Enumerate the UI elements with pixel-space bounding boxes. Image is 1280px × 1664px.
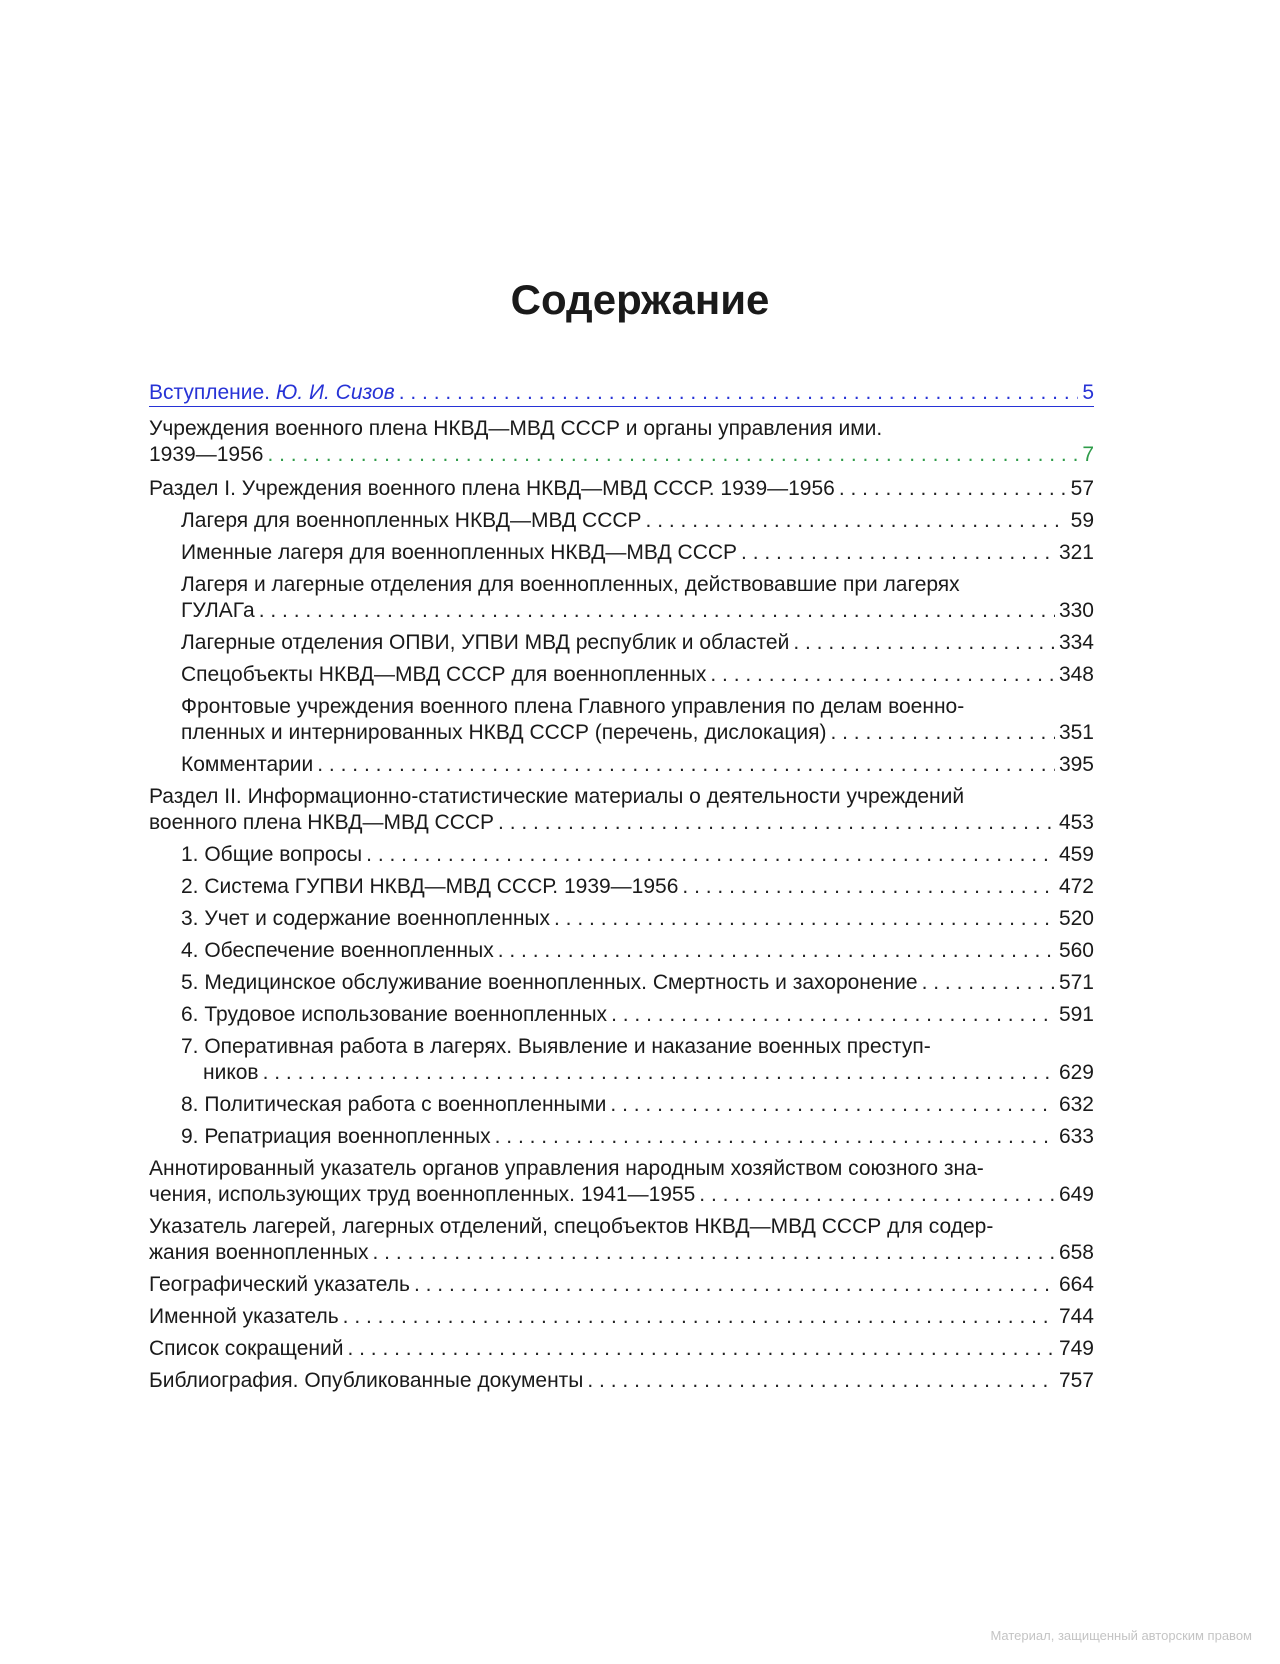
toc-entry[interactable] — [181, 842, 1094, 868]
toc-entry[interactable] — [149, 1214, 1094, 1266]
dot-leader — [646, 508, 1067, 534]
dot-leader — [347, 1336, 1055, 1362]
toc-page-number: 348 — [1058, 663, 1094, 686]
toc-entry-section-1[interactable] — [149, 476, 1094, 502]
toc-entry-text: пленных и интернированных НКВД СССР (перечень, дислокация) — [181, 721, 827, 744]
toc-entry[interactable] — [181, 662, 1094, 688]
toc-page-number: 472 — [1058, 875, 1094, 898]
dot-leader — [343, 1304, 1055, 1330]
toc-entry-text: 6. Трудовое использование военнопленных — [181, 1003, 608, 1026]
toc-page-number: 321 — [1058, 541, 1094, 564]
toc-page-number: 59 — [1070, 509, 1094, 532]
toc-entry[interactable] — [181, 1124, 1094, 1150]
dot-leader — [498, 810, 1055, 836]
toc-entry[interactable] — [149, 1336, 1094, 1362]
toc-entry-text-line1: Аннотированный указатель органов управления народным хозяйством союзного зна- — [149, 1157, 984, 1180]
toc-entry-text: Вступление. — [149, 381, 276, 404]
toc-entry-text: Раздел I. Учреждения военного плена НКВД—МВД СССР. 1939—1956 — [149, 477, 835, 500]
toc-entry-text: 4. Обеспечение военнопленных — [181, 939, 494, 962]
toc-entry-introduction[interactable] — [149, 380, 1094, 407]
dot-leader — [587, 1368, 1055, 1394]
dot-leader — [495, 1124, 1055, 1150]
dot-leader — [793, 630, 1055, 656]
toc-entry[interactable] — [149, 1304, 1094, 1330]
dot-leader — [682, 874, 1055, 900]
toc-entry-text: 1. Общие вопросы — [181, 843, 363, 866]
toc-page-number: 453 — [1058, 811, 1094, 834]
dot-leader — [267, 442, 1078, 468]
toc-entry-text-line1: Учреждения военного плена НКВД—МВД СССР и органы управления ими. — [149, 417, 883, 440]
dot-leader — [710, 662, 1055, 688]
toc-entry-author: Ю. И. Сизов — [275, 381, 395, 404]
toc-page-number: 459 — [1058, 843, 1094, 866]
dot-leader — [259, 598, 1055, 624]
toc-entry[interactable] — [181, 630, 1094, 656]
toc-entry[interactable] — [149, 1156, 1094, 1208]
dot-leader — [373, 1240, 1055, 1266]
toc-page-number: 633 — [1058, 1125, 1094, 1148]
toc-entry[interactable] — [181, 508, 1094, 534]
toc-entry-text: чения, использующих труд военнопленных. 1941—1955 — [149, 1183, 696, 1206]
toc-entry-text: Комментарии — [181, 753, 314, 776]
toc-page-number: 664 — [1058, 1273, 1094, 1296]
toc-entry[interactable] — [181, 1092, 1094, 1118]
toc-entry[interactable] — [181, 1002, 1094, 1028]
toc-entry-text: 2. Система ГУПВИ НКВД—МВД СССР. 1939—1956 — [181, 875, 679, 898]
toc-entry[interactable] — [181, 752, 1094, 778]
toc-page-number: 629 — [1058, 1061, 1094, 1084]
toc-entry-text-line1: Раздел II. Информационно-статистические материалы о деятельности учреждений — [149, 785, 965, 808]
toc-entry-text-line1: Лагеря и лагерные отделения для военнопленных, действовавшие при лагерях — [181, 573, 960, 596]
toc-entry-text-line1: Фронтовые учреждения военного плена Главного управления по делам военно- — [181, 695, 965, 718]
toc-page-number: 632 — [1058, 1093, 1094, 1116]
toc-entry-text: ников — [203, 1061, 259, 1084]
toc-page-number: 571 — [1058, 971, 1094, 994]
toc-entry[interactable] — [181, 694, 1094, 746]
dot-leader — [414, 1272, 1055, 1298]
toc-entry-text: жания военнопленных — [149, 1241, 369, 1264]
toc-page-number: 591 — [1058, 1003, 1094, 1026]
toc-entry[interactable] — [149, 1368, 1094, 1394]
toc-page-number: 7 — [1082, 443, 1094, 466]
toc-entry-text: Список сокращений — [149, 1337, 344, 1360]
toc-entry[interactable] — [149, 416, 1094, 468]
toc-entry-text: военного плена НКВД—МВД СССР — [149, 811, 495, 834]
toc-entry-text: Спецобъекты НКВД—МВД СССР для военнопленных — [181, 663, 707, 686]
toc-entry-text: Именной указатель — [149, 1305, 339, 1328]
toc-entry[interactable] — [181, 572, 1094, 624]
dot-leader — [263, 1060, 1055, 1086]
toc-entry-text: Географический указатель — [149, 1273, 410, 1296]
dot-leader — [554, 906, 1055, 932]
toc-entry-text: Именные лагеря для военнопленных НКВД—МВД СССР — [181, 541, 738, 564]
page-title: Содержание — [510, 276, 770, 323]
toc-entry[interactable] — [181, 906, 1094, 932]
toc-entry-text: 5. Медицинское обслуживание военнопленных. Смертность и захоронение — [181, 971, 918, 994]
toc-entry-text: 8. Политическая работа с военнопленными — [181, 1093, 607, 1116]
dot-leader — [611, 1002, 1055, 1028]
toc-entry-text: 3. Учет и содержание военнопленных — [181, 907, 551, 930]
toc-entry[interactable] — [149, 1272, 1094, 1298]
dot-leader — [610, 1092, 1055, 1118]
dot-leader — [399, 380, 1079, 406]
toc-page-number: 560 — [1058, 939, 1094, 962]
copyright-watermark: Материал, защищенный авторским правом — [990, 1628, 1252, 1643]
toc-page-number: 330 — [1058, 599, 1094, 622]
toc-page-number: 57 — [1070, 477, 1094, 500]
toc-entry[interactable] — [181, 874, 1094, 900]
toc-entry-text: Лагеря для военнопленных НКВД—МВД СССР — [181, 509, 642, 532]
dot-leader — [741, 540, 1055, 566]
toc-entry[interactable] — [181, 1034, 1094, 1086]
toc-page-number: 744 — [1058, 1305, 1094, 1328]
toc-entry[interactable] — [181, 970, 1094, 996]
toc-page-number: 520 — [1058, 907, 1094, 930]
toc-entry-text: Лагерные отделения ОПВИ, УПВИ МВД республик и областей — [181, 631, 790, 654]
toc-page-number: 658 — [1058, 1241, 1094, 1264]
toc-page-number: 5 — [1082, 381, 1094, 404]
toc-entry-section-2[interactable] — [149, 784, 1094, 836]
toc-page-number: 649 — [1058, 1183, 1094, 1206]
dot-leader — [699, 1182, 1055, 1208]
toc-page-number: 334 — [1058, 631, 1094, 654]
toc-page-number: 757 — [1058, 1369, 1094, 1392]
dot-leader — [830, 720, 1055, 746]
toc-entry-text: 9. Репатриация военнопленных — [181, 1125, 491, 1148]
dot-leader — [922, 970, 1055, 996]
toc-entry-text-line1: Указатель лагерей, лагерных отделений, спецобъектов НКВД—МВД СССР для содер- — [149, 1215, 994, 1238]
dot-leader — [498, 938, 1055, 964]
toc-entry[interactable] — [181, 540, 1094, 566]
toc-page-number: 749 — [1058, 1337, 1094, 1360]
toc-entry-text: ГУЛАГа — [181, 599, 255, 622]
dot-leader — [839, 476, 1067, 502]
toc-entry[interactable] — [181, 938, 1094, 964]
toc-page-number: 395 — [1058, 753, 1094, 776]
toc-entry-text: Библиография. Опубликованные документы — [149, 1369, 584, 1392]
toc-entry-text: 1939—1956 — [149, 443, 264, 466]
toc-page-number: 351 — [1058, 721, 1094, 744]
toc-entry-text-line1: 7. Оперативная работа в лагерях. Выявление и наказание военных преступ- — [181, 1035, 931, 1058]
dot-leader — [317, 752, 1055, 778]
dot-leader — [366, 842, 1055, 868]
